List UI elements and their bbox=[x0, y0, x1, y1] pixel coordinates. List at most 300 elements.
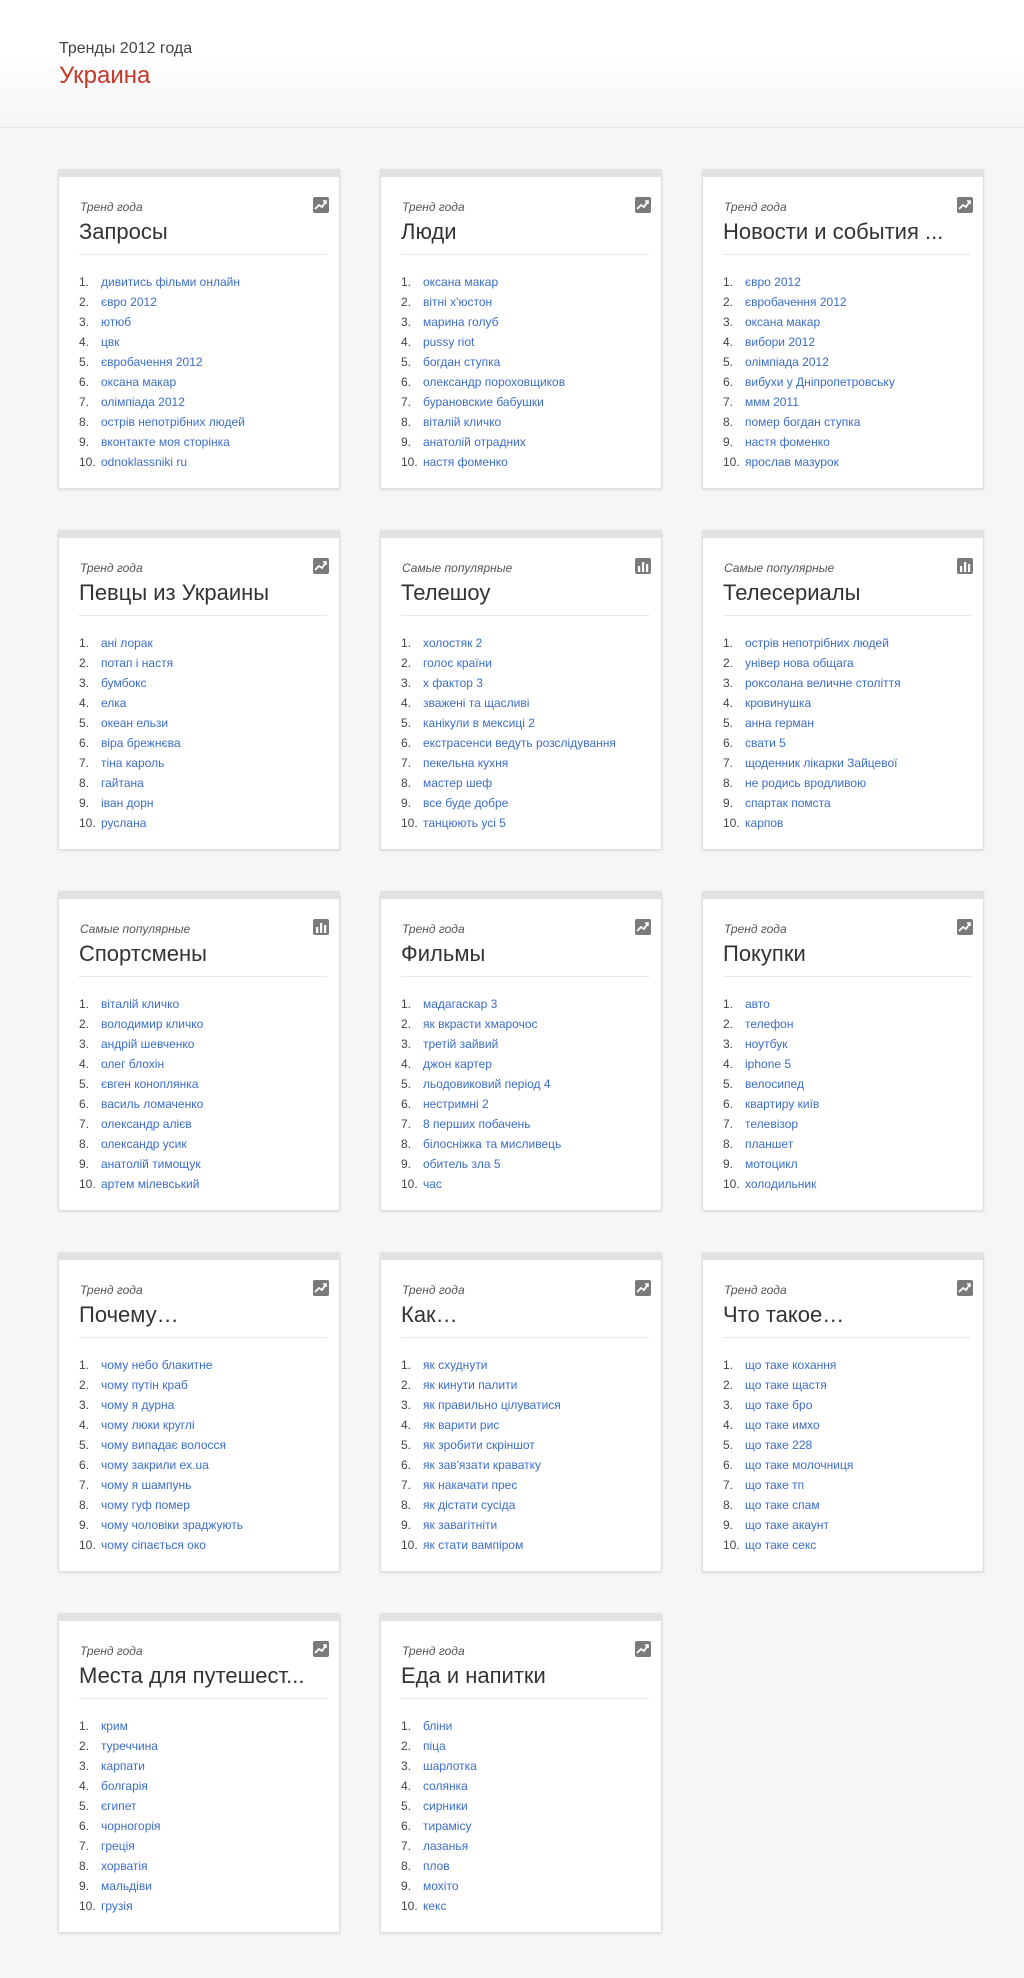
list-item-rank: 2. bbox=[79, 1378, 90, 1392]
list-item bbox=[401, 1435, 561, 1455]
list-item bbox=[401, 813, 616, 833]
list-item-rank: 1. bbox=[723, 1358, 734, 1372]
list-item bbox=[79, 1756, 161, 1776]
list-item bbox=[723, 1174, 819, 1194]
trend-term-link[interactable]: зважені та щасливі bbox=[423, 696, 530, 710]
list-item-rank: 3. bbox=[723, 1037, 734, 1051]
list-item-rank: 1. bbox=[723, 636, 734, 650]
trend-term-link[interactable]: острів непотрібних людей bbox=[101, 415, 245, 429]
trend-term-link[interactable]: грузія bbox=[101, 1899, 133, 1913]
trend-card bbox=[58, 169, 340, 489]
trend-term-link[interactable]: універ нова общага bbox=[745, 656, 854, 670]
trend-term-link[interactable]: як накачати прес bbox=[423, 1478, 518, 1492]
trend-term-link[interactable]: пекельна кухня bbox=[423, 756, 509, 770]
list-item-rank: 6. bbox=[79, 1819, 90, 1833]
trend-term-link[interactable]: анатолій отрадних bbox=[423, 435, 526, 449]
list-item-rank: 8. bbox=[723, 415, 734, 429]
list-item-rank: 10. bbox=[723, 1177, 740, 1191]
list-item bbox=[723, 1134, 819, 1154]
bar-chart-icon[interactable] bbox=[635, 558, 651, 574]
trend-term-link[interactable]: олександр алієв bbox=[101, 1117, 192, 1131]
list-item bbox=[79, 1455, 243, 1475]
list-item-rank: 4. bbox=[723, 1418, 734, 1432]
list-item bbox=[401, 1716, 477, 1736]
list-item bbox=[79, 1054, 203, 1074]
trend-icon[interactable] bbox=[635, 1280, 651, 1296]
trend-term-link[interactable]: чому випадає волосся bbox=[101, 1438, 226, 1452]
page-header bbox=[0, 0, 1024, 128]
trend-term-link[interactable]: нестримні 2 bbox=[423, 1097, 489, 1111]
trend-term-link[interactable]: мастер шеф bbox=[423, 776, 493, 790]
list-item bbox=[401, 793, 616, 813]
list-item-rank: 4. bbox=[79, 1057, 90, 1071]
trend-term-link[interactable]: євробачення 2012 bbox=[745, 295, 847, 309]
trend-term-link[interactable]: ммм 2011 bbox=[745, 395, 799, 409]
trend-term-link[interactable]: холостяк 2 bbox=[423, 636, 483, 650]
trend-term-link[interactable]: свати 5 bbox=[745, 736, 786, 750]
trend-term-link[interactable]: вибори 2012 bbox=[745, 335, 816, 349]
list-item bbox=[79, 1395, 243, 1415]
trend-term-link[interactable]: крим bbox=[101, 1719, 128, 1733]
list-item bbox=[79, 1736, 161, 1756]
trend-card bbox=[702, 530, 984, 850]
trend-term-link[interactable]: віра брежнєва bbox=[101, 736, 181, 750]
trend-term-link[interactable]: велосипед bbox=[745, 1077, 804, 1091]
card-title: Почему… bbox=[79, 1302, 179, 1327]
list-item-rank: 5. bbox=[723, 355, 734, 369]
trend-term-link[interactable]: що таке 228 bbox=[745, 1438, 813, 1452]
list-item-rank: 4. bbox=[723, 1057, 734, 1071]
trend-term-link[interactable]: голос країни bbox=[423, 656, 492, 670]
list-item bbox=[723, 312, 895, 332]
trend-term-link[interactable]: х фактор 3 bbox=[423, 676, 483, 690]
trend-icon[interactable] bbox=[635, 197, 651, 213]
trend-term-link[interactable]: третій зайвий bbox=[423, 1037, 499, 1051]
list-item bbox=[723, 1375, 853, 1395]
trend-term-link[interactable]: олександр пороховщиков bbox=[423, 375, 566, 389]
trend-card bbox=[58, 1252, 340, 1572]
list-item-rank: 9. bbox=[723, 1518, 734, 1532]
list-item bbox=[401, 1816, 477, 1836]
list-item bbox=[723, 432, 895, 452]
list-item bbox=[79, 773, 181, 793]
trend-term-link[interactable]: кекс bbox=[423, 1899, 447, 1913]
list-item-rank: 9. bbox=[401, 435, 412, 449]
trend-term-link[interactable]: анатолій тимощук bbox=[101, 1157, 201, 1171]
trend-term-link[interactable]: олімпіада 2012 bbox=[745, 355, 829, 369]
trend-term-link[interactable]: острів непотрібних людей bbox=[745, 636, 889, 650]
list-item-rank: 8. bbox=[401, 415, 412, 429]
list-item-rank: 3. bbox=[79, 1398, 90, 1412]
list-item bbox=[79, 1836, 161, 1856]
card-title: Телесериалы bbox=[723, 580, 861, 605]
trend-term-link[interactable]: pussy riot bbox=[423, 335, 475, 349]
trend-term-link[interactable]: що таке акаунт bbox=[745, 1518, 830, 1532]
trend-term-link[interactable]: ані лорак bbox=[101, 636, 153, 650]
trend-term-link[interactable]: що таке секс bbox=[745, 1538, 817, 1552]
list-item bbox=[401, 272, 565, 292]
list-item bbox=[401, 1074, 561, 1094]
trend-term-link[interactable]: мотоцикл bbox=[745, 1157, 798, 1171]
list-item bbox=[79, 1475, 243, 1495]
trend-term-link[interactable]: як схуднути bbox=[423, 1358, 488, 1372]
trend-term-link[interactable]: олександр усик bbox=[101, 1137, 187, 1151]
trend-term-link[interactable]: екстрасенси ведуть розслідування bbox=[423, 736, 616, 750]
list-item bbox=[401, 432, 565, 452]
list-item-rank: 3. bbox=[79, 676, 90, 690]
list-item bbox=[79, 1134, 203, 1154]
trend-term-link[interactable]: як зав'язати краватку bbox=[423, 1458, 541, 1472]
list-item-rank: 9. bbox=[401, 796, 412, 810]
list-item-rank: 2. bbox=[723, 1378, 734, 1392]
card-kind-label: Тренд года bbox=[80, 561, 143, 575]
list-item bbox=[723, 1435, 853, 1455]
trend-term-link[interactable]: вконтакте моя сторінка bbox=[101, 435, 230, 449]
list-item bbox=[401, 332, 565, 352]
trend-term-link[interactable]: океан ельзи bbox=[101, 716, 169, 730]
list-item-rank: 4. bbox=[401, 1057, 412, 1071]
list-item bbox=[401, 1736, 477, 1756]
trend-term-link[interactable]: євро 2012 bbox=[101, 295, 157, 309]
trend-term-link[interactable]: мадагаскар 3 bbox=[423, 997, 498, 1011]
list-item bbox=[723, 1415, 853, 1435]
trend-term-link[interactable]: як стати вампіром bbox=[423, 1538, 524, 1552]
trend-term-link[interactable]: холодильник bbox=[745, 1177, 817, 1191]
list-item bbox=[79, 693, 181, 713]
trend-term-link[interactable]: ноутбук bbox=[745, 1037, 788, 1051]
trend-term-link[interactable]: гайтана bbox=[101, 776, 144, 790]
trend-term-link[interactable]: елка bbox=[101, 696, 127, 710]
trend-term-link[interactable]: оксана макар bbox=[745, 315, 821, 329]
list-item bbox=[401, 1836, 477, 1856]
trend-term-link[interactable]: як завагітніти bbox=[423, 1518, 498, 1532]
list-item-rank: 6. bbox=[79, 1097, 90, 1111]
trend-term-link[interactable]: єгипет bbox=[101, 1799, 137, 1813]
list-item bbox=[723, 392, 895, 412]
list-item-rank: 10. bbox=[79, 455, 96, 469]
trend-term-link[interactable]: чому путін краб bbox=[101, 1378, 188, 1392]
trend-icon[interactable] bbox=[313, 197, 329, 213]
trend-term-link[interactable]: чому закрили ex.ua bbox=[101, 1458, 209, 1472]
trend-term-link[interactable]: чому чоловіки зраджують bbox=[101, 1518, 243, 1532]
list-item bbox=[723, 713, 901, 733]
bar-chart-icon[interactable] bbox=[313, 919, 329, 935]
trend-term-link[interactable]: білосніжка та мисливець bbox=[423, 1137, 562, 1151]
trend-term-link[interactable]: плов bbox=[423, 1859, 450, 1873]
card-title: Телешоу bbox=[401, 580, 491, 605]
trend-term-link[interactable]: авто bbox=[745, 997, 770, 1011]
list-item-rank: 4. bbox=[79, 335, 90, 349]
trend-list bbox=[79, 633, 181, 833]
list-item-rank: 4. bbox=[401, 696, 412, 710]
trend-term-link[interactable]: володимир кличко bbox=[101, 1017, 204, 1031]
trend-term-link[interactable]: чому сіпається око bbox=[101, 1538, 206, 1552]
trend-term-link[interactable]: як варити рис bbox=[423, 1418, 500, 1432]
list-item-rank: 4. bbox=[401, 1779, 412, 1793]
trend-card bbox=[702, 1252, 984, 1572]
list-item bbox=[401, 1796, 477, 1816]
card-title: Покупки bbox=[723, 941, 806, 966]
list-item bbox=[723, 1114, 819, 1134]
trend-term-link[interactable]: оксана макар bbox=[101, 375, 177, 389]
list-item bbox=[79, 733, 181, 753]
trend-term-link[interactable]: оксана макар bbox=[423, 275, 499, 289]
trend-term-link[interactable]: настя фоменко bbox=[745, 435, 830, 449]
trend-term-link[interactable]: час bbox=[423, 1177, 442, 1191]
trend-term-link[interactable]: планшет bbox=[745, 1137, 794, 1151]
trend-term-link[interactable]: ютюб bbox=[101, 315, 132, 329]
list-item-rank: 1. bbox=[401, 997, 412, 1011]
trend-term-link[interactable]: лазанья bbox=[423, 1839, 469, 1853]
card-divider bbox=[401, 976, 649, 977]
trend-term-link[interactable]: чому небо блакитне bbox=[101, 1358, 213, 1372]
trend-term-link[interactable]: все буде добре bbox=[423, 796, 509, 810]
trend-term-link[interactable]: євген коноплянка bbox=[101, 1077, 199, 1091]
list-item bbox=[401, 994, 561, 1014]
trend-term-link[interactable]: iphone 5 bbox=[745, 1057, 792, 1071]
trend-term-link[interactable]: льодовиковий період 4 bbox=[423, 1077, 551, 1091]
trend-list bbox=[723, 633, 901, 833]
trend-term-link[interactable]: як кинути палити bbox=[423, 1378, 518, 1392]
trend-card bbox=[58, 1613, 340, 1933]
list-item-rank: 1. bbox=[723, 275, 734, 289]
trend-term-link[interactable]: помер богдан ступка bbox=[745, 415, 861, 429]
list-item-rank: 10. bbox=[79, 1899, 96, 1913]
trend-term-link[interactable]: як зробити скріншот bbox=[423, 1438, 535, 1452]
trend-card bbox=[702, 891, 984, 1211]
trend-term-link[interactable]: марина голуб bbox=[423, 315, 499, 329]
list-item bbox=[723, 1054, 819, 1074]
list-item-rank: 1. bbox=[79, 997, 90, 1011]
trend-term-link[interactable]: бумбокс bbox=[101, 676, 147, 690]
trend-term-link[interactable]: не родись вродливою bbox=[745, 776, 867, 790]
list-item bbox=[723, 452, 895, 472]
trend-cards-grid bbox=[58, 169, 988, 1933]
trend-list bbox=[79, 994, 203, 1194]
trend-term-link[interactable]: бурановские бабушки bbox=[423, 395, 544, 409]
trend-term-link[interactable]: обитель зла 5 bbox=[423, 1157, 501, 1171]
trend-term-link[interactable]: настя фоменко bbox=[423, 455, 508, 469]
trend-term-link[interactable]: 8 перших побачень bbox=[423, 1117, 531, 1131]
trend-term-link[interactable]: богдан ступка bbox=[423, 355, 501, 369]
trend-term-link[interactable]: що таке щастя bbox=[745, 1378, 827, 1392]
trend-term-link[interactable]: туреччина bbox=[101, 1739, 158, 1753]
list-item-rank: 7. bbox=[723, 395, 734, 409]
card-title: Еда и напитки bbox=[401, 1663, 546, 1688]
list-item-rank: 2. bbox=[401, 1017, 412, 1031]
card-kind-label: Самые популярные bbox=[402, 561, 513, 575]
trend-term-link[interactable]: руслана bbox=[101, 816, 147, 830]
list-item bbox=[401, 1856, 477, 1876]
trend-icon[interactable] bbox=[313, 558, 329, 574]
trend-icon[interactable] bbox=[313, 1641, 329, 1657]
trend-term-link[interactable]: дивитись фільми онлайн bbox=[101, 275, 240, 289]
trend-term-link[interactable]: спартак помста bbox=[745, 796, 831, 810]
trend-term-link[interactable]: чому я шампунь bbox=[101, 1478, 192, 1492]
trend-term-link[interactable]: мальдіви bbox=[101, 1879, 152, 1893]
list-item-rank: 7. bbox=[723, 756, 734, 770]
trend-term-link[interactable]: тирамісу bbox=[423, 1819, 472, 1833]
list-item-rank: 8. bbox=[401, 1498, 412, 1512]
trend-term-link[interactable]: тіна кароль bbox=[101, 756, 165, 770]
list-item-rank: 5. bbox=[401, 1438, 412, 1452]
card-kind-label: Тренд года bbox=[402, 1644, 465, 1658]
list-item bbox=[401, 1455, 561, 1475]
list-item bbox=[723, 372, 895, 392]
trend-term-link[interactable]: чому я дурна bbox=[101, 1398, 175, 1412]
list-item-rank: 5. bbox=[401, 355, 412, 369]
trend-term-link[interactable]: odnoklassniki ru bbox=[101, 455, 188, 469]
trend-term-link[interactable]: чому люки круглі bbox=[101, 1418, 195, 1432]
trend-term-link[interactable]: танцюють усі 5 bbox=[423, 816, 506, 830]
trend-term-link[interactable]: чому гуф помер bbox=[101, 1498, 190, 1512]
list-item bbox=[401, 633, 616, 653]
trend-term-link[interactable]: анна герман bbox=[745, 716, 814, 730]
trend-list bbox=[723, 1355, 853, 1555]
trend-term-link[interactable]: ярослав мазурок bbox=[745, 455, 839, 469]
list-item-rank: 2. bbox=[401, 295, 412, 309]
trend-term-link[interactable]: телевізор bbox=[745, 1117, 799, 1131]
card-kind-label: Тренд года bbox=[724, 922, 787, 936]
trend-term-link[interactable]: карпати bbox=[101, 1759, 145, 1773]
list-item-rank: 9. bbox=[79, 435, 90, 449]
list-item-rank: 5. bbox=[79, 1077, 90, 1091]
trend-term-link[interactable]: олімпіада 2012 bbox=[101, 395, 185, 409]
list-item bbox=[401, 1114, 561, 1134]
card-title: Новости и события ... bbox=[723, 219, 944, 244]
trend-term-link[interactable]: цвк bbox=[101, 335, 120, 349]
list-item bbox=[79, 372, 245, 392]
trend-icon[interactable] bbox=[635, 919, 651, 935]
card-kind-label: Тренд года bbox=[80, 200, 143, 214]
trend-term-link[interactable]: піца bbox=[423, 1739, 446, 1753]
trend-term-link[interactable]: артем мілевський bbox=[101, 1177, 200, 1191]
trend-term-link[interactable]: вітні х'юстон bbox=[423, 295, 493, 309]
card-kind-label: Тренд года bbox=[402, 922, 465, 936]
list-item bbox=[723, 1395, 853, 1415]
list-item-rank: 4. bbox=[79, 696, 90, 710]
trend-term-link[interactable]: що таке имхо bbox=[745, 1418, 820, 1432]
list-item bbox=[401, 372, 565, 392]
list-item-rank: 9. bbox=[723, 1157, 734, 1171]
list-item-rank: 7. bbox=[79, 756, 90, 770]
list-item bbox=[79, 352, 245, 372]
list-item bbox=[79, 392, 245, 412]
trend-term-link[interactable]: бліни bbox=[423, 1719, 453, 1733]
trend-icon[interactable] bbox=[957, 1280, 973, 1296]
list-item-rank: 2. bbox=[723, 1017, 734, 1031]
trend-term-link[interactable]: хорватія bbox=[101, 1859, 148, 1873]
list-item-rank: 9. bbox=[79, 796, 90, 810]
trend-term-link[interactable]: солянка bbox=[423, 1779, 468, 1793]
trend-term-link[interactable]: канікули в мексиці 2 bbox=[423, 716, 535, 730]
trend-term-link[interactable]: телефон bbox=[745, 1017, 794, 1031]
list-item bbox=[401, 1014, 561, 1034]
list-item bbox=[723, 753, 901, 773]
page-title: Украина bbox=[59, 62, 151, 89]
trend-term-link[interactable]: потап і настя bbox=[101, 656, 174, 670]
list-item bbox=[401, 1054, 561, 1074]
trend-term-link[interactable]: щоденник лікарки Зайцевої bbox=[745, 756, 898, 770]
list-item-rank: 9. bbox=[723, 796, 734, 810]
trend-card bbox=[380, 530, 662, 850]
list-item-rank: 5. bbox=[723, 1077, 734, 1091]
trend-term-link[interactable]: андрій шевченко bbox=[101, 1037, 195, 1051]
trend-term-link[interactable]: як дістати сусіда bbox=[423, 1498, 516, 1512]
trend-term-link[interactable]: вибухи у Дніпропетровську bbox=[745, 375, 895, 389]
trend-term-link[interactable]: греція bbox=[101, 1839, 135, 1853]
list-item bbox=[79, 272, 245, 292]
list-item-rank: 3. bbox=[401, 676, 412, 690]
list-item bbox=[401, 693, 616, 713]
trend-term-link[interactable]: сирники bbox=[423, 1799, 468, 1813]
trend-icon[interactable] bbox=[635, 1641, 651, 1657]
list-item-rank: 4. bbox=[401, 335, 412, 349]
list-item-rank: 2. bbox=[79, 656, 90, 670]
list-item-rank: 7. bbox=[79, 1839, 90, 1853]
trend-term-link[interactable]: карпов bbox=[745, 816, 784, 830]
list-item-rank: 8. bbox=[79, 415, 90, 429]
trend-term-link[interactable]: віталій кличко bbox=[101, 997, 180, 1011]
trend-term-link[interactable]: що таке тп bbox=[745, 1478, 805, 1492]
trend-term-link[interactable]: що таке кохання bbox=[745, 1358, 837, 1372]
trend-term-link[interactable]: олег блохін bbox=[101, 1057, 165, 1071]
trend-term-link[interactable]: квартиру київ bbox=[745, 1097, 820, 1111]
trend-icon[interactable] bbox=[957, 919, 973, 935]
trend-icon[interactable] bbox=[957, 197, 973, 213]
trend-term-link[interactable]: що таке молочниця bbox=[745, 1458, 854, 1472]
trend-term-link[interactable]: що таке бро bbox=[745, 1398, 813, 1412]
list-item bbox=[723, 1355, 853, 1375]
trend-icon[interactable] bbox=[313, 1280, 329, 1296]
trend-term-link[interactable]: як вкрасти хмарочос bbox=[423, 1017, 538, 1031]
trend-term-link[interactable]: роксолана величне століття bbox=[745, 676, 901, 690]
list-item-rank: 3. bbox=[401, 1759, 412, 1773]
list-item bbox=[401, 292, 565, 312]
list-item-rank: 7. bbox=[401, 756, 412, 770]
list-item-rank: 4. bbox=[79, 1418, 90, 1432]
trend-term-link[interactable]: євробачення 2012 bbox=[101, 355, 203, 369]
list-item bbox=[79, 1515, 243, 1535]
trend-card bbox=[58, 530, 340, 850]
list-item-rank: 6. bbox=[79, 375, 90, 389]
trend-term-link[interactable]: шарлотка bbox=[423, 1759, 477, 1773]
trend-term-link[interactable]: болгарія bbox=[101, 1779, 148, 1793]
trend-term-link[interactable]: джон картер bbox=[423, 1057, 492, 1071]
bar-chart-icon[interactable] bbox=[957, 558, 973, 574]
trend-term-link[interactable]: чорногорія bbox=[101, 1819, 161, 1833]
trend-term-link[interactable]: що таке спам bbox=[745, 1498, 820, 1512]
list-item bbox=[401, 412, 565, 432]
trend-term-link[interactable]: віталій кличко bbox=[423, 415, 502, 429]
list-item-rank: 3. bbox=[723, 315, 734, 329]
trend-term-link[interactable]: іван дорн bbox=[101, 796, 154, 810]
list-item-rank: 10. bbox=[723, 1538, 740, 1552]
list-item-rank: 6. bbox=[723, 1458, 734, 1472]
trend-term-link[interactable]: як правильно цілуватися bbox=[423, 1398, 561, 1412]
list-item bbox=[723, 633, 901, 653]
list-item bbox=[79, 292, 245, 312]
trend-term-link[interactable]: мохіто bbox=[423, 1879, 459, 1893]
list-item-rank: 3. bbox=[401, 1398, 412, 1412]
trend-term-link[interactable]: кровинушка bbox=[745, 696, 812, 710]
list-item-rank: 7. bbox=[79, 395, 90, 409]
list-item-rank: 8. bbox=[79, 1859, 90, 1873]
list-item bbox=[723, 1034, 819, 1054]
trend-term-link[interactable]: євро 2012 bbox=[745, 275, 801, 289]
trend-term-link[interactable]: василь ломаченко bbox=[101, 1097, 204, 1111]
list-item bbox=[401, 352, 565, 372]
